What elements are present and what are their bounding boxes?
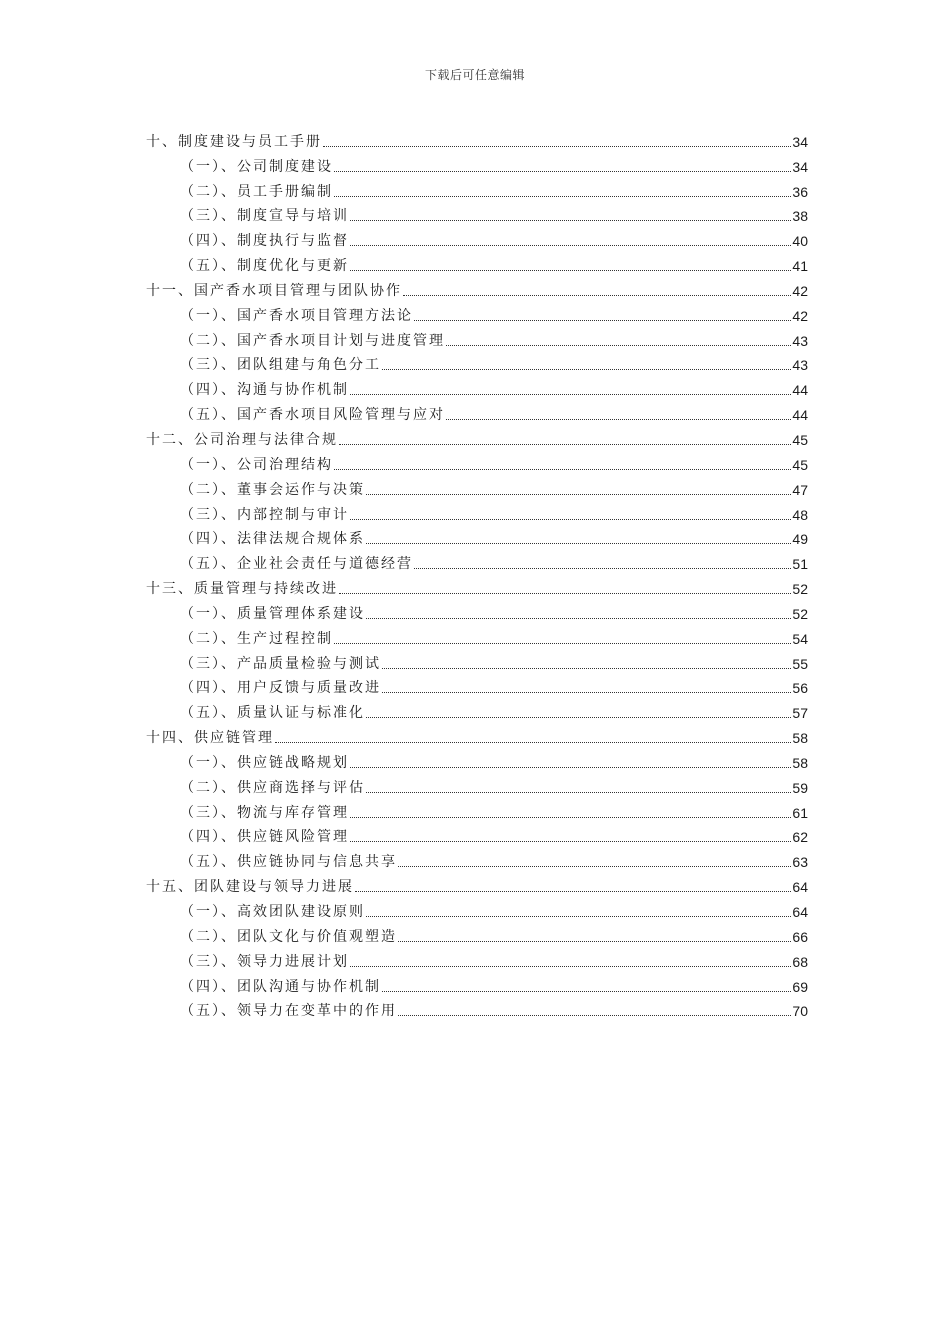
toc-entry-label: （三）、内部控制与审计	[180, 506, 349, 523]
toc-page-number: 59	[792, 779, 808, 796]
toc-section-entry[interactable]	[146, 399, 808, 424]
toc-page-number: 38	[792, 208, 808, 225]
page-header: 下载后可任意编辑	[424, 68, 525, 82]
dot-leader	[339, 592, 791, 594]
toc-section-entry[interactable]	[146, 449, 808, 474]
toc-section-entry[interactable]	[146, 250, 808, 275]
toc-section-entry[interactable]	[146, 374, 808, 399]
toc-entry-label: 十一、国产香水项目管理与团队协作	[146, 282, 402, 299]
toc-page-number: 63	[792, 854, 808, 871]
dot-leader	[350, 766, 791, 768]
toc-entry-label: （一）、高效团队建设原则	[180, 904, 365, 920]
toc-entry-label: （一）、质量管理体系建设	[180, 605, 365, 622]
toc-page-number: 55	[792, 655, 808, 672]
dot-leader	[366, 493, 791, 495]
toc-chapter-entry[interactable]	[146, 275, 808, 300]
toc-page-number: 47	[792, 481, 808, 498]
toc-entry-label: （一）、公司治理结构	[180, 456, 333, 473]
toc-entry-label: （二）、董事会运作与决策	[180, 481, 365, 498]
toc-entry-label: （四）、制度执行与监督	[180, 233, 349, 250]
toc-page-number: 52	[792, 581, 808, 598]
toc-section-entry[interactable]	[146, 474, 808, 499]
dot-leader	[334, 170, 791, 172]
toc-section-entry[interactable]	[146, 350, 808, 375]
dot-leader	[334, 468, 791, 470]
toc-page-number: 68	[792, 953, 808, 970]
toc-section-entry[interactable]	[146, 151, 808, 176]
toc-entry-label: （四）、沟通与协作机制	[180, 382, 349, 399]
toc-page-number: 34	[792, 158, 808, 175]
toc-page-number: 48	[792, 506, 808, 523]
toc-page-number: 42	[792, 282, 808, 299]
toc-entry-label: 十三、质量管理与持续改进	[146, 581, 338, 598]
dot-leader	[355, 890, 791, 892]
dot-leader	[382, 990, 791, 992]
toc-entry-label: 十五、团队建设与领导力进展	[146, 879, 354, 896]
toc-entry-label: （三）、物流与库存管理	[180, 804, 349, 821]
toc-section-entry[interactable]	[146, 325, 808, 350]
toc-entry-label: （五）、供应链协同与信息共享	[180, 854, 397, 871]
dot-leader	[350, 816, 791, 818]
toc-entry-label: 十四、供应链管理	[146, 730, 274, 747]
toc-page-number: 36	[792, 183, 808, 200]
toc-section-entry[interactable]	[146, 996, 808, 1021]
dot-leader	[350, 965, 791, 967]
toc-page-number: 61	[792, 804, 808, 821]
toc-chapter-entry[interactable]	[146, 126, 808, 151]
dot-leader	[403, 294, 791, 296]
toc-page-number: 57	[792, 705, 808, 722]
toc-entry-label: （四）、用户反馈与质量改进	[180, 680, 381, 697]
toc-entry-label: （三）、领导力进展计划	[180, 953, 349, 970]
toc-page-number: 41	[792, 258, 808, 275]
toc-entry-label: （二）、供应商选择与评估	[180, 779, 365, 796]
toc-entry-label: （五）、国产香水项目风险管理与应对	[180, 407, 445, 424]
toc-entry-label: （三）、制度宣导与培训	[180, 208, 349, 225]
toc-entry-label: （五）、领导力在变革中的作用	[180, 1003, 397, 1020]
toc-entry-label: 十二、公司治理与法律合规	[146, 431, 338, 448]
toc-chapter-entry[interactable]	[146, 871, 808, 896]
dot-leader	[366, 617, 791, 619]
toc-entry-label: （二）、生产过程控制	[180, 630, 333, 647]
toc-section-entry[interactable]	[146, 548, 808, 573]
dot-leader	[334, 642, 791, 644]
toc-page-number: 34	[792, 133, 808, 150]
toc-page-number: 64	[792, 904, 808, 920]
dot-leader	[446, 418, 791, 420]
toc-section-entry[interactable]	[146, 747, 808, 772]
toc-section-entry[interactable]	[146, 846, 808, 871]
dot-leader	[398, 940, 791, 942]
dot-leader	[446, 344, 791, 346]
dot-leader	[414, 567, 791, 569]
toc-section-entry[interactable]	[146, 524, 808, 549]
dot-leader	[350, 219, 791, 221]
toc-section-entry[interactable]	[146, 946, 808, 971]
dot-leader	[350, 269, 791, 271]
toc-section-entry[interactable]	[146, 648, 808, 673]
toc-entry-label: （三）、产品质量检验与测试	[180, 655, 381, 672]
toc-chapter-entry[interactable]	[146, 573, 808, 598]
dot-leader	[275, 741, 791, 743]
toc-section-entry[interactable]	[146, 772, 808, 797]
toc-section-entry[interactable]	[146, 673, 808, 698]
toc-entry-label: （一）、公司制度建设	[180, 158, 333, 175]
toc-page-number: 58	[792, 730, 808, 747]
dot-leader	[334, 195, 791, 197]
toc-entry-label: （二）、员工手册编制	[180, 183, 333, 200]
toc-page-number: 40	[792, 233, 808, 250]
toc-entry-label: （二）、团队文化与价值观塑造	[180, 928, 397, 945]
toc-entry-label: 十、制度建设与员工手册	[146, 133, 322, 150]
toc-page-number: 70	[792, 1003, 808, 1020]
dot-leader	[323, 145, 791, 147]
toc-entry-label: （四）、团队沟通与协作机制	[180, 978, 381, 995]
toc-entry-label: （五）、制度优化与更新	[180, 258, 349, 275]
toc-page-number: 51	[792, 556, 808, 573]
toc-section-entry[interactable]	[146, 176, 808, 201]
toc-section-entry[interactable]	[146, 623, 808, 648]
dot-leader	[366, 915, 791, 917]
toc-section-entry[interactable]	[146, 598, 808, 623]
toc-page-number: 49	[792, 531, 808, 548]
toc-entry-label: （四）、供应链风险管理	[180, 829, 349, 846]
dot-leader	[398, 1014, 791, 1016]
dot-leader	[398, 865, 791, 867]
dot-leader	[350, 518, 791, 520]
dot-leader	[366, 716, 791, 718]
dot-leader	[382, 691, 791, 693]
toc-section-entry[interactable]	[146, 300, 808, 325]
toc-section-entry[interactable]	[146, 822, 808, 847]
dot-leader	[382, 368, 791, 370]
toc-page-number: 62	[792, 829, 808, 846]
dot-leader	[350, 393, 791, 395]
toc-page-number: 64	[792, 879, 808, 896]
toc-page-number: 52	[792, 605, 808, 622]
toc-entry-label: （五）、企业社会责任与道德经营	[180, 556, 413, 573]
dot-leader	[350, 244, 791, 246]
toc-page-number: 56	[792, 680, 808, 697]
dot-leader	[350, 840, 791, 842]
dot-leader	[414, 319, 791, 321]
dot-leader	[366, 791, 791, 793]
toc-section-entry[interactable]	[146, 971, 808, 996]
toc-page-number: 44	[792, 407, 808, 424]
toc-entry-label: （一）、供应链战略规划	[180, 754, 349, 771]
toc-entry-label: （一）、国产香水项目管理方法论	[180, 307, 413, 324]
toc-section-entry[interactable]	[146, 921, 808, 946]
toc-page-number: 66	[792, 928, 808, 945]
toc-entry-label: （五）、质量认证与标准化	[180, 705, 365, 722]
toc-page-number: 42	[792, 307, 808, 324]
table-of-contents	[146, 126, 808, 1020]
toc-page-number: 69	[792, 978, 808, 995]
toc-section-entry[interactable]	[146, 201, 808, 226]
toc-section-entry[interactable]	[146, 499, 808, 524]
toc-entry-label: （三）、团队组建与角色分工	[180, 357, 381, 374]
toc-entry-label: （二）、国产香水项目计划与进度管理	[180, 332, 445, 349]
dot-leader	[339, 443, 791, 445]
toc-page-number: 58	[792, 754, 808, 771]
dot-leader	[366, 542, 791, 544]
toc-page-number: 54	[792, 630, 808, 647]
toc-section-entry[interactable]	[146, 896, 808, 921]
toc-page-number: 43	[792, 332, 808, 349]
toc-section-entry[interactable]	[146, 697, 808, 722]
toc-page-number: 45	[792, 431, 808, 448]
dot-leader	[382, 667, 791, 669]
toc-page-number: 45	[792, 456, 808, 473]
toc-section-entry[interactable]	[146, 797, 808, 822]
toc-chapter-entry[interactable]	[146, 722, 808, 747]
toc-chapter-entry[interactable]	[146, 424, 808, 449]
toc-page-number: 43	[792, 357, 808, 374]
toc-page-number: 44	[792, 382, 808, 399]
toc-entry-label: （四）、法律法规合规体系	[180, 531, 365, 548]
toc-section-entry[interactable]	[146, 225, 808, 250]
